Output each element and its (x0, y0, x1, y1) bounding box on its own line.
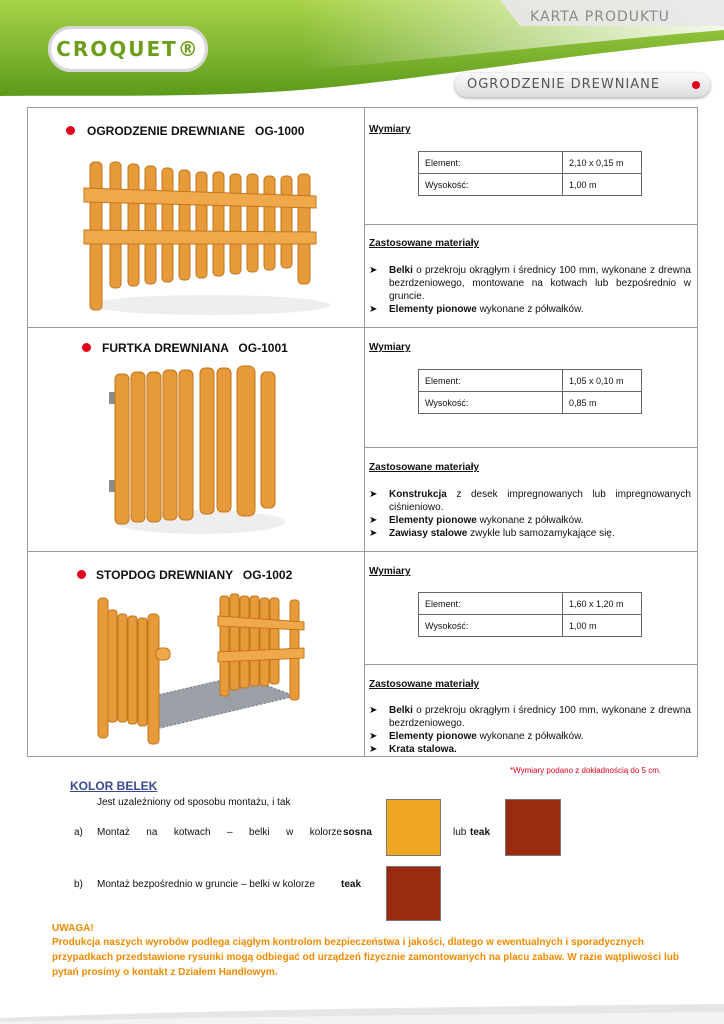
product-title: STOPDOG DREWNIANY OG-1002 (96, 568, 293, 582)
teak-color-swatch (386, 866, 441, 921)
arrow-bullet-icon: ➤ (369, 489, 378, 500)
list-item: ➤ Elementy pionowe wykonane z półwałków. (369, 304, 584, 315)
colors-heading: KOLOR BELEK (70, 779, 158, 793)
arrow-bullet-icon: ➤ (369, 265, 378, 276)
arrow-bullet-icon: ➤ (369, 731, 378, 742)
cell-divider (365, 664, 697, 665)
dimensions-heading: Wymiary (369, 124, 411, 135)
option-b-color-name: teak (341, 879, 362, 890)
pine-color-swatch (386, 799, 441, 856)
option-a-text: Montaż na kotwach – belki w kolorze (97, 827, 342, 838)
colors-intro: Jest uzależniony od sposobu montażu, i tak (97, 797, 291, 808)
arrow-bullet-icon: ➤ (369, 528, 378, 539)
materials-list (369, 264, 691, 316)
arrow-bullet-icon: ➤ (369, 744, 378, 755)
row-divider (28, 551, 697, 552)
dim-value: 1,60 x 1,20 m (563, 593, 642, 615)
materials-list (369, 704, 691, 756)
dim-value: 1,00 m (563, 174, 642, 196)
fence-product-image (80, 150, 330, 320)
gate-product-image (105, 362, 285, 537)
materials-heading: Zastosowane materiały (369, 238, 480, 249)
arrow-bullet-icon: ➤ (369, 515, 378, 526)
page-title: OGRODZENIE DREWNIANE (467, 77, 661, 92)
list-item: ➤ Belki o przekroju okrągłym i średnicy 100 mm, wykonane z drewna bezrdzeniowego. (369, 705, 691, 729)
brand-logo (48, 26, 208, 72)
warning-body: Produkcja naszych wyrobów podlega ciągłym kontrolom bezpieczeństwa i jakości, dlatego w ewentualnych i sporadycznych przypadkach przedstawione rysunki mogą odbiegać od urządzeń fizycznie zamontowanych na placu zabaw. W razie wątpliwości lub pytań prosimy o kontakt z Działem Handlowym. (52, 937, 679, 978)
dim-value: 1,05 x 0,10 m (563, 370, 642, 392)
list-item: ➤ Elementy pionowe wykonane z półwałków. (369, 515, 584, 526)
option-b-prefix: b) (74, 879, 83, 890)
table-row (419, 370, 642, 392)
table-row (419, 392, 642, 414)
materials-heading: Zastosowane materiały (369, 679, 480, 690)
cell-divider (365, 224, 697, 225)
option-a-color-name: sosna (343, 827, 372, 838)
dim-label: Element: (419, 370, 563, 392)
dimensions-heading: Wymiary (369, 342, 411, 353)
logo-text: CROQUET® (56, 37, 200, 61)
dim-label: Element: (419, 152, 563, 174)
cell-divider (365, 447, 697, 448)
dimensions-table (418, 151, 642, 196)
option-b-text: Montaż bezpośrednio w gruncie – belki w kolorze (97, 879, 315, 890)
option-a-or: lub (453, 827, 467, 838)
list-item: ➤ Zawiasy stalowe zwykłe lub samozamykające się. (369, 528, 615, 539)
teak-color-swatch (505, 799, 561, 856)
arrow-bullet-icon: ➤ (369, 304, 378, 315)
bullet-icon (77, 570, 86, 579)
dimensions-heading: Wymiary (369, 566, 411, 577)
dim-value: 0,85 m (563, 392, 642, 414)
table-row (419, 593, 642, 615)
table-row (419, 174, 642, 196)
bullet-icon (82, 343, 91, 352)
materials-heading: Zastosowane materiały (369, 462, 480, 473)
table-row (419, 615, 642, 637)
option-a-prefix: a) (74, 827, 83, 838)
row-divider (28, 327, 697, 328)
page-title-pill (455, 73, 710, 97)
list-item: ➤ Konstrukcja z desek impregnowanych lub impregnowanych ciśnieniowo. (369, 489, 691, 513)
list-item: ➤ Elementy pionowe wykonane z półwałków. (369, 731, 584, 742)
option-a-color-name-2: teak (470, 827, 491, 838)
dim-label: Wysokość: (419, 392, 563, 414)
arrow-bullet-icon: ➤ (369, 705, 378, 716)
footer-swoosh (0, 1000, 724, 1024)
warning-title: UWAGA! (52, 923, 94, 934)
product-title: FURTKA DREWNIANA OG-1001 (102, 341, 288, 355)
dim-label: Wysokość: (419, 174, 563, 196)
table-row (419, 152, 642, 174)
column-divider (364, 108, 365, 756)
dim-value: 2,10 x 0,15 m (563, 152, 642, 174)
list-item: ➤ Belki o przekroju okrągłym i średnicy 100 mm, wykonane z drewna bezrdzeniowego, montowane na kotwach lub bezpośrednio w gruncie. (369, 265, 691, 302)
dimensions-table (418, 592, 642, 637)
dimensions-note: *Wymiary podano z dokładnością do 5 cm. (510, 766, 662, 775)
bullet-icon (66, 126, 75, 135)
product-title: OGRODZENIE DREWNIANE OG-1000 (87, 124, 305, 138)
dim-label: Element: (419, 593, 563, 615)
dim-label: Wysokość: (419, 615, 563, 637)
list-item: ➤ Krata stalowa. (369, 744, 457, 755)
stopdog-product-image (90, 588, 320, 748)
dim-value: 1,00 m (563, 615, 642, 637)
dimensions-table (418, 369, 642, 414)
product-card-label: KARTA PRODUKTU (530, 9, 670, 25)
title-bullet-icon (692, 81, 700, 89)
materials-list (369, 488, 691, 540)
